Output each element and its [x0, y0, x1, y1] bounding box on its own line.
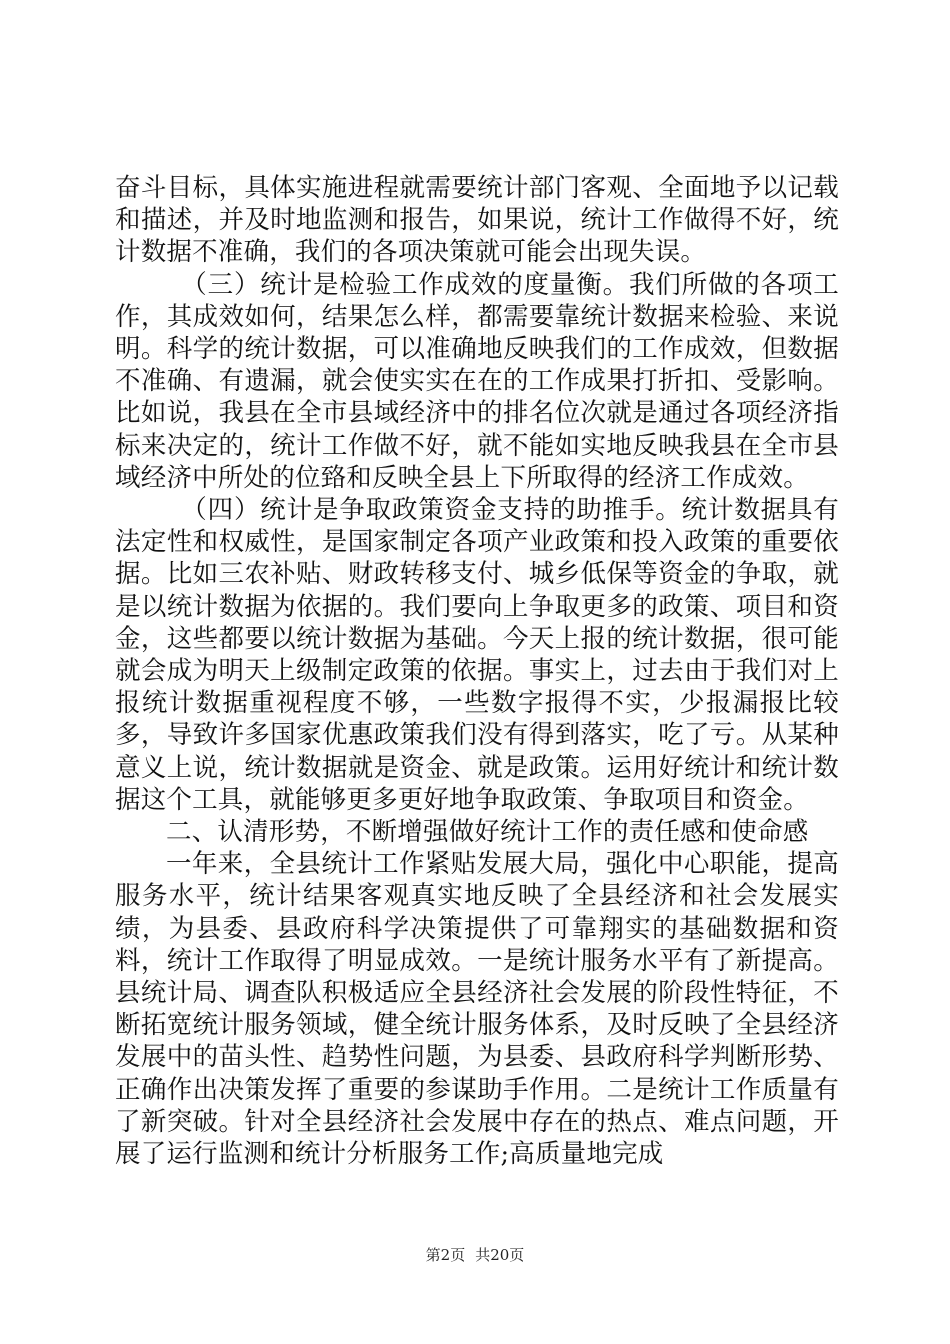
page-total: 共20页	[475, 1246, 525, 1264]
paragraph-1: 奋斗目标，具体实施进程就需要统计部门客观、全面地予以记载和描述，并及时地监测和报告，如果说，统计工作做得不好，统计数据不准确，我们的各项决策就可能会出现失误。	[115, 173, 839, 268]
paragraph-3: （四）统计是争取政策资金支持的助推手。统计数据具有法定性和权威性，是国家制定各项产业政策和投入政策的重要依据。比如三农补贴、财政转移支付、城乡低保等资金的争取，就是以统计数据为依据的。我们要向上争取更多的政策、项目和资金，这些都要以统计数据为基础。今天上报的统计数据，很可能就会成为明天上级制定政策的依据。事实上，过去由于我们对上报统计数据重视程度不够，一些数字报得不实，少报漏报比较多，导致许多国家优惠政策我们没有得到落实，吃了亏。从某种意义上说，统计数据就是资金、就是政策。运用好统计和统计数据这个工具，就能够更多更好地争取政策、争取项目和资金。	[115, 495, 839, 815]
page-footer	[0, 1244, 950, 1265]
document-body	[115, 172, 839, 1170]
section-heading-2: 二、认清形势，不断增强做好统计工作的责任感和使命感	[166, 817, 809, 848]
paragraph-2: （三）统计是检验工作成效的度量衡。我们所做的各项工作，其成效如何，结果怎么样，都需要靠统计数据来检验、来说明。科学的统计数据，可以准确地反映我们的工作成效，但数据不准确、有遗漏，就会使实实在在的工作成果打折扣、受影响。比如说，我县在全市县域经济中的排名位次就是通过各项经济指标来决定的，统计工作做不好，就不能如实地反映我县在全市县域经济中所处的位臵和反映全县上下所取得的经济工作成效。	[115, 269, 839, 493]
paragraph-5: 一年来，全县统计工作紧贴发展大局，强化中心职能，提高服务水平，统计结果客观真实地反映了全县经济和社会发展实绩，为县委、县政府科学决策提供了可靠翔实的基础数据和资料，统计工作取得了明显成效。一是统计服务水平有了新提高。县统计局、调查队积极适应全县经济社会发展的阶段性特征，不断拓宽统计服务领域，健全统计服务体系，及时反映了全县经济发展中的苗头性、趋势性问题，为县委、县政府科学判断形势、正确作出决策发挥了重要的参谋助手作用。二是统计工作质量有了新突破。针对全县经济社会发展中存在的热点、难点问题，开展了运行监测和统计分析服务工作;高质量地完成	[115, 849, 839, 1170]
page-number: 第2页	[425, 1246, 466, 1264]
